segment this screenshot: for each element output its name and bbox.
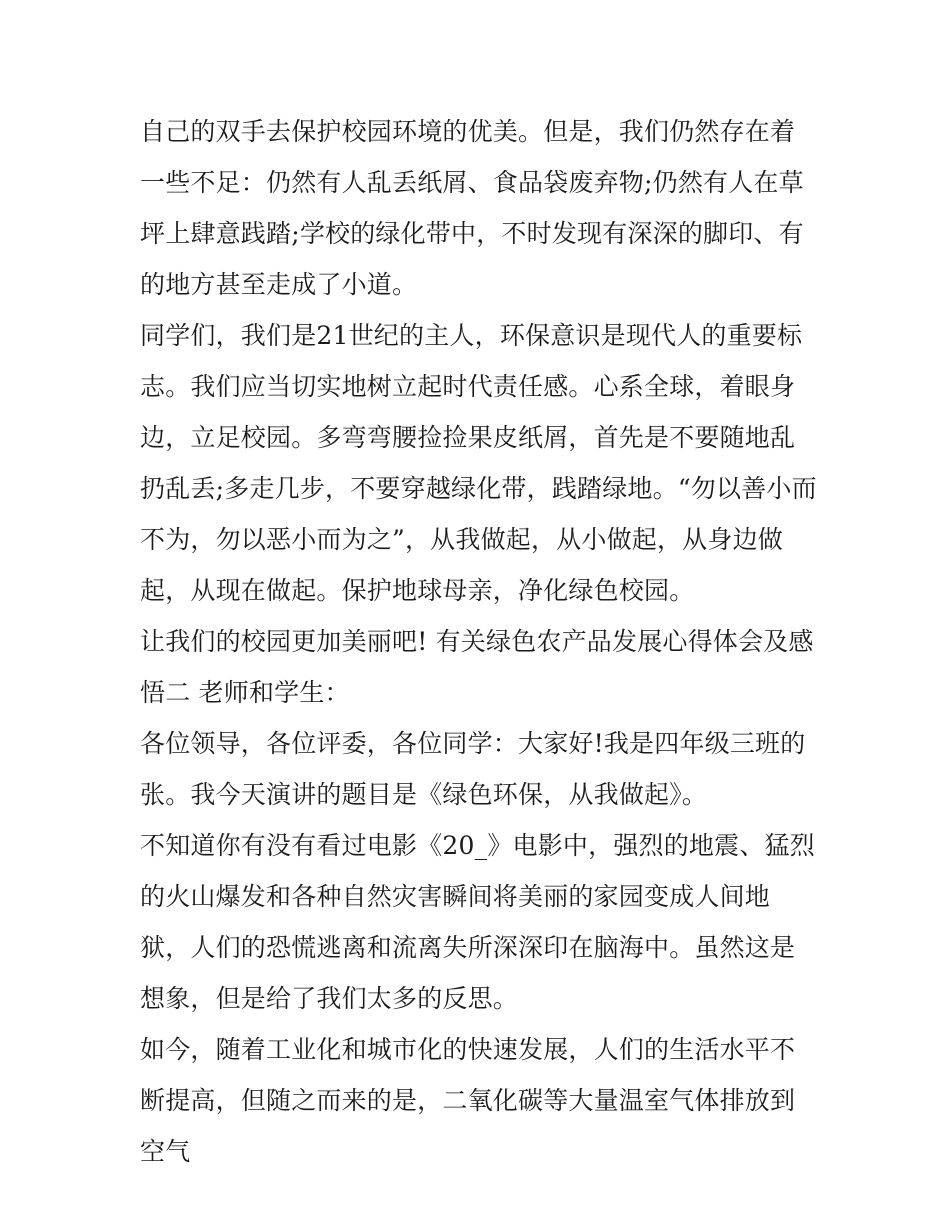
paragraph: 不知道你有没有看过电影《20_》电影中，强烈的地震、猛烈的火山爆发和各种自然灾害瞬间将美丽的家园变成人间地狱，人们的恐慌逃离和流离失所深深印在脑海中。虽然这是想象，但是给了我们太多的反思。 [140,831,815,1013]
document-body [140,106,820,1177]
paragraph: 各位领导，各位评委，各位同学：大家好!我是四年级三班的张。我今天演讲的题目是《绿色环保，从我做起》。 [140,729,806,809]
paragraph: 如今，随着工业化和城市化的快速发展，人们的生活水平不断提高，但随之而来的是，二氧化碳等大量温室气体排放到空气 [140,1035,796,1166]
paragraph: 自己的双手去保护校园环境的优美。但是，我们仍然存在着一些不足：仍然有人乱丢纸屑、食品袋废弃物;仍然有人在草坪上肆意践踏;学校的绿化带中，不时发现有深深的脚印、有的地方甚至走成了小道。 [140,117,804,299]
paragraph: 让我们的校园更加美丽吧! 有关绿色农产品发展心得体会及感悟二 老师和学生： [140,627,814,707]
paragraph: 同学们，我们是21世纪的主人，环保意识是现代人的重要标志。我们应当切实地树立起时代责任感。心系全球，着眼身边，立足校园。多弯弯腰捡捡果皮纸屑，首先是不要随地乱扔乱丢;多走几步，不要穿越绿化带，践踏绿地。“勿以善小而不为，勿以恶小而为之”，从我做起，从小做起，从身边做起，从现在做起。保护地球母亲，净化绿色校园。 [140,321,817,605]
